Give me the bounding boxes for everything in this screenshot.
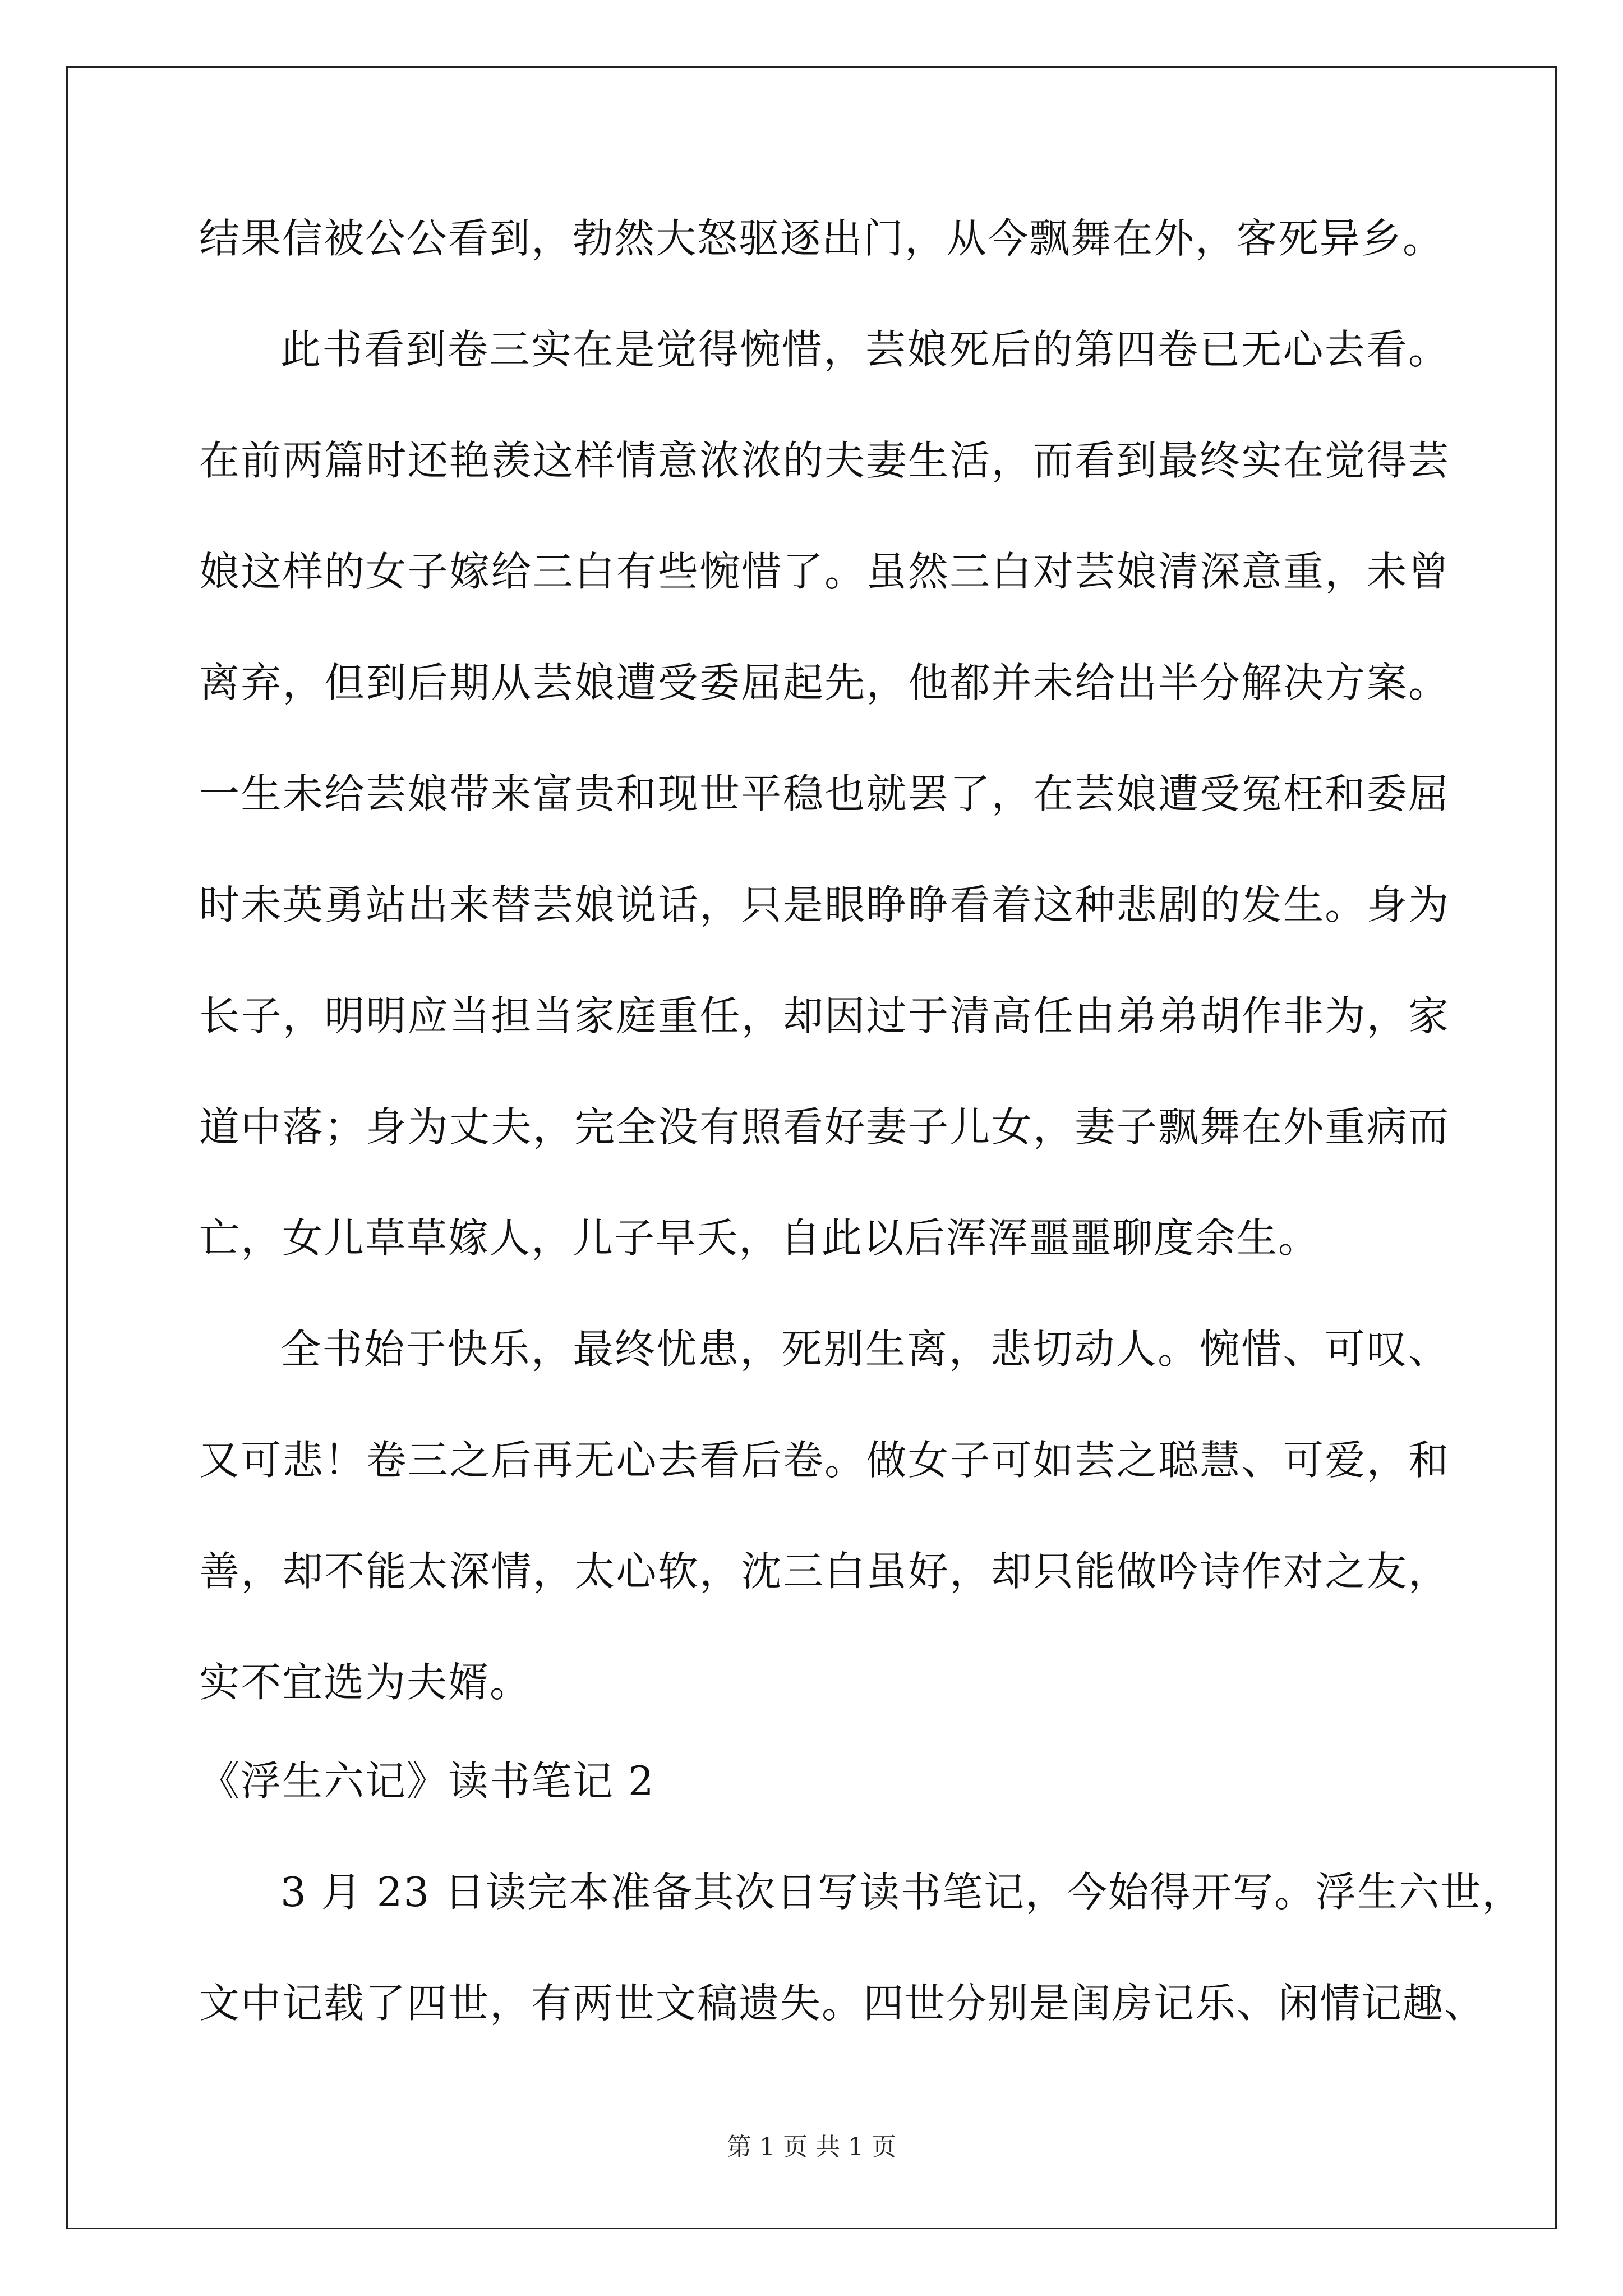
text-line-3: 在前两篇时还艳羡这样情意浓浓的夫妻生活，而看到最终实在觉得芸 [199, 437, 1450, 484]
section-heading: 《浮生六记》读书笔记 2 [199, 1757, 655, 1805]
text-line-7: 时未英勇站出来替芸娘说话，只是眼睁睁看着这种悲剧的发生。身为 [199, 881, 1450, 928]
text-line-4: 娘这样的女子嫁给三白有些惋惜了。虽然三白对芸娘清深意重，未曾 [199, 548, 1450, 595]
text-line-2: 此书看到卷三实在是觉得惋惜，芸娘死后的第四卷已无心去看。 [280, 326, 1450, 373]
text-line-14: 实不宜选为夫婿。 [199, 1659, 532, 1706]
text-line-5: 离弃，但到后期从芸娘遭受委屈起先，他都并未给出半分解决方案。 [199, 659, 1450, 706]
text-line-17: 文中记载了四世，有两世文稿遗失。四世分别是闺房记乐、闲情记趣、 [199, 1980, 1486, 2027]
text-line-16: 3 月 23 日读完本准备其次日写读书笔记，今始得开写。浮生六世， [280, 1869, 1524, 1916]
text-line-11: 全书始于快乐，最终忧患，死别生离，悲切动人。惋惜、可叹、 [280, 1326, 1450, 1373]
text-line-12: 又可悲！卷三之后再无心去看后卷。做女子可如芸之聪慧、可爱，和 [199, 1437, 1450, 1484]
text-line-9: 道中落；身为丈夫，完全没有照看好妻子儿女，妻子飘舞在外重病而 [199, 1103, 1450, 1151]
text-line-10: 亡，女儿草草嫁人，儿子早夭，自此以后浑浑噩噩聊度余生。 [199, 1214, 1320, 1262]
text-line-6: 一生未给芸娘带来富贵和现世平稳也就罢了，在芸娘遭受冤枉和委屈 [199, 770, 1450, 817]
page-footer: 第 1 页 共 1 页 [727, 2133, 896, 2161]
text-line-1: 结果信被公公看到，勃然大怒驱逐出门，从今飘舞在外，客死异乡。 [199, 215, 1445, 262]
text-line-13: 善，却不能太深情，太心软，沈三白虽好，却只能做吟诗作对之友， [199, 1548, 1450, 1595]
text-line-8: 长子，明明应当担当家庭重任，却因过于清高任由弟弟胡作非为，家 [199, 992, 1450, 1039]
